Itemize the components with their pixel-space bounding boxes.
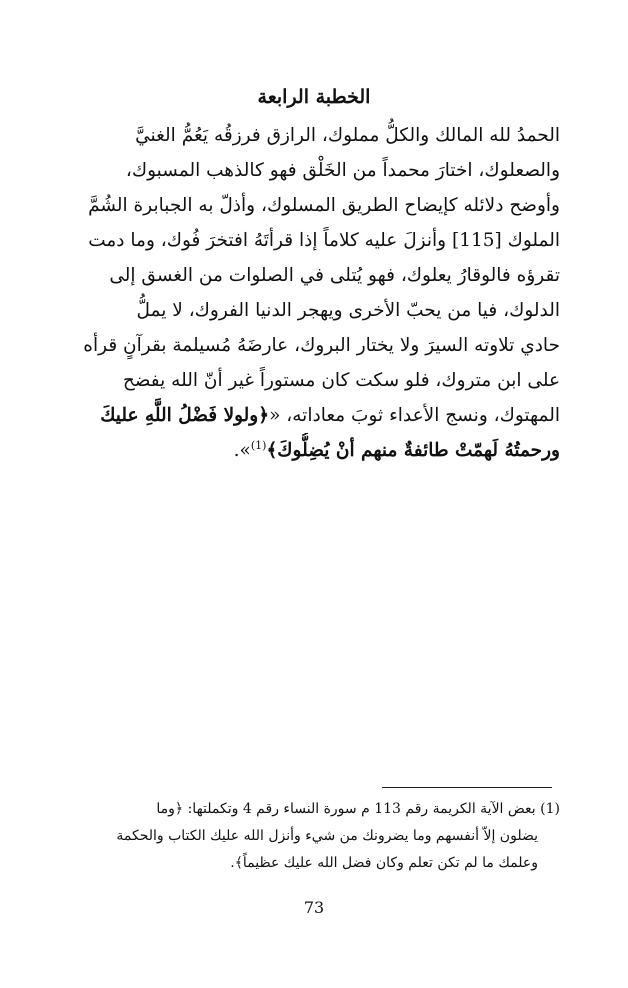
quran-verse-end: ورحمتُهُ لَهمّتْ طائفةٌ منهم أنْ يُضِلُّوكَ﴾	[266, 440, 560, 461]
body-line: تقرؤه فالوقارُ يعلوك، فهو يُتلى في الصلوات من الغسق إلى	[109, 265, 560, 286]
body-line: الملوك [115] وأنزلَ عليه كلاماً إذا قرأتَهُ افتخرَ فُوك، وما دمت	[88, 230, 560, 251]
body-line-with-verse	[82, 398, 560, 433]
sermon-body	[82, 118, 560, 468]
footnote-line: وعلمك ما لم تكن تعلم وكان فضل الله عليك عظيماً﴾.	[230, 855, 538, 871]
body-line: الحمدُ لله المالك والكلُّ مملوك، الرازق فرزقُه يَعُمُّ الغنيَّ	[135, 125, 560, 146]
body-line: حادي تلاوته السيرَ ولا يختار البروك، عارضَهُ مُسيلمة بقرآنٍ قرأه	[83, 335, 560, 356]
footnote-marker: (1)	[250, 438, 267, 452]
body-line: على ابن متروك، فلو سكت كان مستوراً غير أنّ الله يفضح	[122, 370, 560, 391]
quran-verse-start: ﴿ولولا فَضْلُ اللَّهِ عليكَ	[100, 405, 270, 426]
sermon-title: الخطبة الرابعة	[257, 86, 371, 108]
body-line-final	[82, 433, 560, 468]
body-line: والصعلوك، اختارَ محمداً من الخَلْق فهو كالذهب المسبوك،	[125, 160, 560, 181]
page-number: 73	[303, 898, 325, 917]
body-line: المهتوك، ونسج الأعداء ثوبَ معاداته، «	[269, 405, 560, 426]
body-line: الدلوك، فيا من يحبّ الأخرى ويهجر الدنيا الفروك، لا يملُّ	[136, 300, 560, 321]
body-line: وأوضح دلائله كإيضاح الطريق المسلوك، وأذلّ به الجبابرة الشُمَّ	[88, 195, 560, 216]
closing-punctuation: ».	[233, 440, 251, 461]
footnotes	[82, 796, 560, 877]
footnote-divider	[382, 787, 552, 788]
footnote-line: (1) بعض الآية الكريمة رقم 113 م سورة النساء رقم 4 وتكملتها: ﴿وما	[156, 801, 560, 817]
footnote-line: يضلون إلاّ أنفسهم وما يضرونك من شيء وأنزل الله عليك الكتاب والحكمة	[116, 828, 538, 844]
